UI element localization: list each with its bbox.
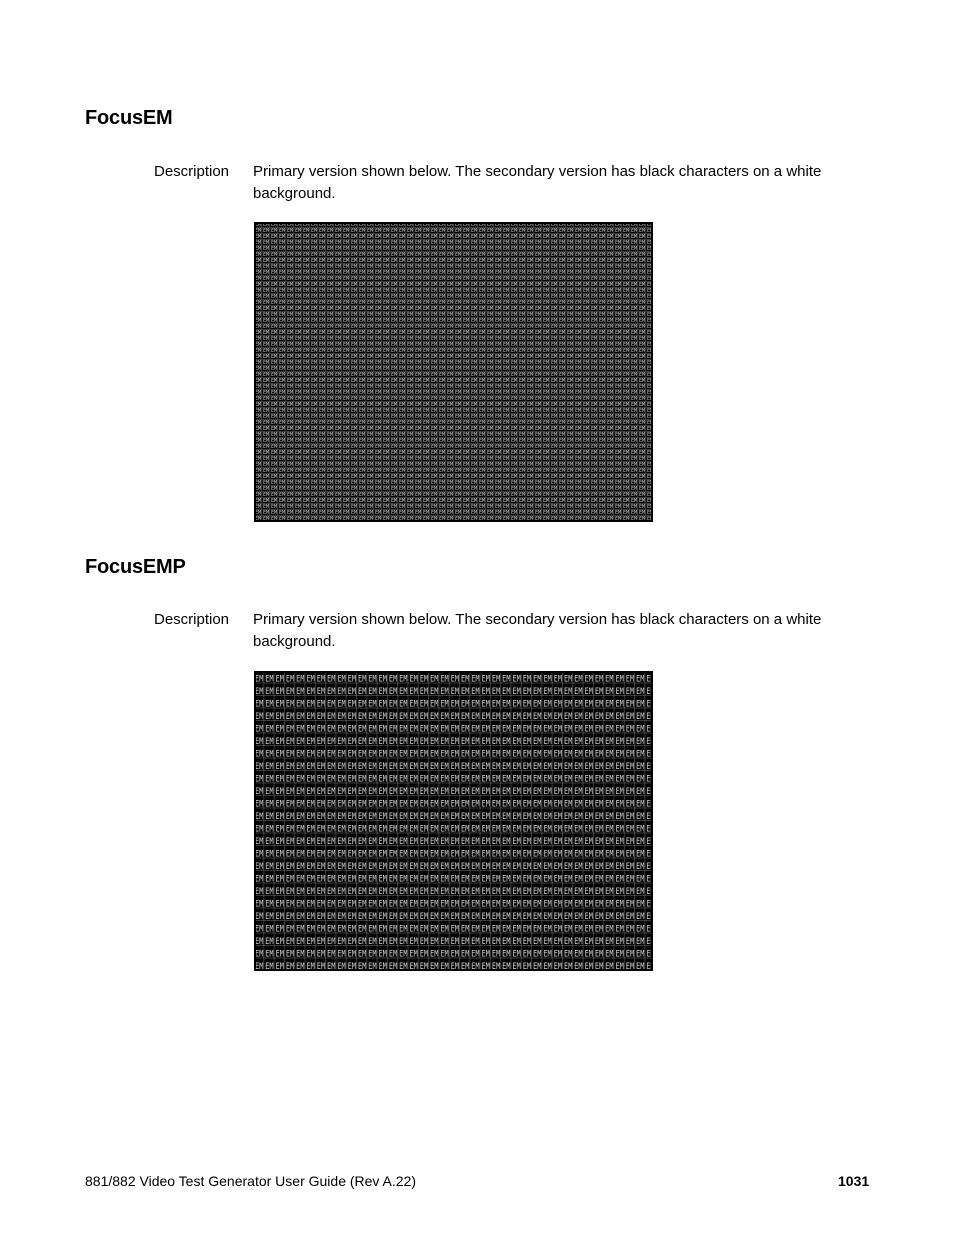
focusemp-pattern-image (254, 671, 653, 971)
description-label: Description (154, 163, 230, 180)
section-title-focusem: FocusEM (85, 107, 173, 129)
description-text: Primary version shown below. The secondary version has black characters on a white background. (253, 163, 822, 202)
description-text: Primary version shown below. The secondary version has black characters on a white background. (253, 611, 822, 650)
pattern-glyph-grid (254, 671, 653, 971)
focusem-pattern-image (254, 222, 653, 522)
footer-document-title: 881/882 Video Test Generator User Guide (Rev A.22) (85, 1173, 417, 1189)
section-title-focusemp: FocusEMP (85, 556, 186, 578)
pattern-glyph-grid (254, 222, 653, 522)
description-label: Description (154, 611, 230, 628)
page-number: 1031 (838, 1173, 870, 1189)
